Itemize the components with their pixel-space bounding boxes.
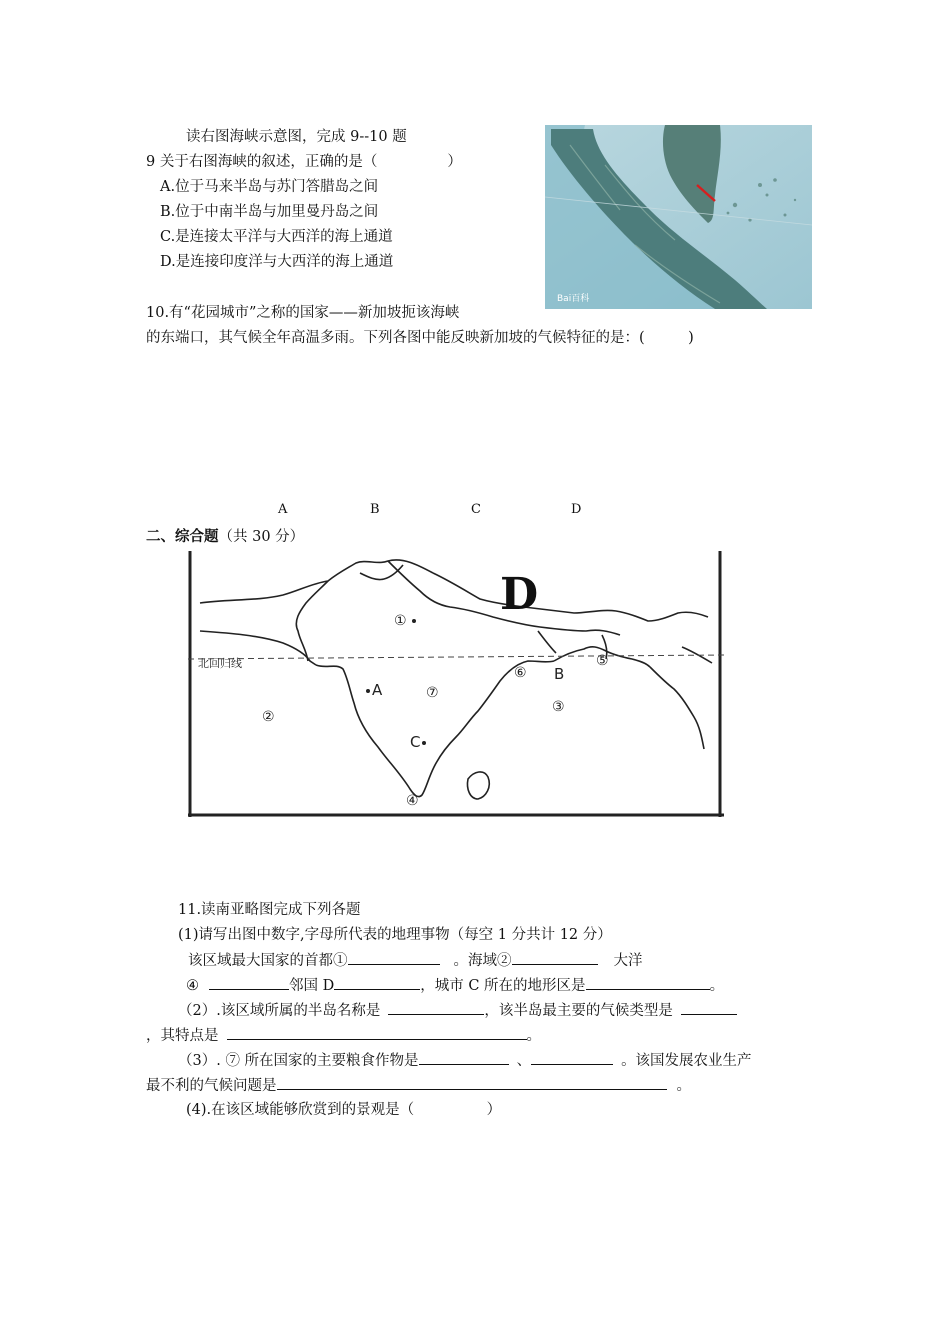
marker-6: ⑥ (514, 665, 527, 681)
q11-l2c: ，城市 C 所在的地形区是 (420, 978, 586, 994)
q11-part1-line1 (188, 950, 643, 971)
peninsula-blank[interactable] (388, 1000, 484, 1015)
marker-1: ① (394, 613, 407, 629)
q11-part3-line1 (178, 1050, 752, 1071)
q9-stem-close: ） (447, 154, 462, 170)
q9-option-b: B.位于中南半岛与加里曼丹岛之间 (160, 204, 379, 220)
marker-b: B (554, 665, 565, 683)
q10-line1: 10.有“花园城市”之称的国家——新加坡扼该海峡 (146, 305, 460, 321)
q11-part2-line2 (146, 1025, 541, 1046)
q11-p2a: （2）.该区域所属的半岛名称是 (178, 1003, 381, 1019)
climate-feature-blank[interactable] (227, 1025, 527, 1040)
q9-stem (146, 152, 462, 172)
answer-letter-c: C (471, 502, 481, 517)
q9-stem-text: 9 关于右图海峡的叙述，正确的是（ (146, 154, 378, 170)
landform-blank[interactable] (586, 975, 710, 990)
q11-l1a: 该区域最大国家的首都① (188, 953, 348, 969)
marker-4: ④ (406, 793, 419, 809)
capital-blank[interactable] (348, 950, 440, 965)
ocean-blank[interactable] (209, 975, 289, 990)
map-letter-d: D (500, 569, 539, 620)
q9-10-intro: 读右图海峡示意图，完成 9--10 题 (186, 129, 407, 145)
answer-letter-d: D (571, 502, 582, 517)
crop-2-blank[interactable] (531, 1050, 613, 1065)
marker-2: ② (262, 709, 275, 725)
q11-p3e: 。 (676, 1078, 691, 1094)
q11-p3c: 。该国发展农业生产 (621, 1053, 752, 1069)
marker-7: ⑦ (426, 685, 439, 701)
q11-p2b: ，该半岛最主要的气候类型是 (484, 1003, 673, 1019)
baidu-watermark: Bai百科 (557, 294, 590, 304)
section2-score: （共 30 分） (218, 529, 305, 545)
q10-line2: 的东端口，其气候全年高温多雨。下列各图中能反映新加坡的气候特征的是：( ) (146, 330, 694, 346)
answer-letter-a: A (278, 502, 288, 517)
q9-option-c: C.是连接太平洋与大西洋的海上通道 (160, 229, 393, 245)
crop-1-blank[interactable] (419, 1050, 509, 1065)
section2-title: 二、综合题 (146, 529, 219, 545)
q11-l2d: 。 (709, 978, 725, 994)
south-asia-map (188, 551, 724, 817)
climate-type-blank[interactable] (681, 1000, 737, 1015)
q9-option-a: A.位于马来半岛与苏门答腊岛之间 (160, 179, 379, 195)
q11-p2c: ，其特点是 (146, 1028, 219, 1044)
q11-l2a: ④ (186, 978, 199, 994)
marker-5: ⑤ (596, 653, 609, 669)
q11-l1b: 。海域② (453, 953, 512, 969)
q9-option-d: D.是连接印度洋与大西洋的海上通道 (160, 254, 394, 270)
section2-header (146, 527, 304, 547)
q11-l2b: 邻国 D (289, 978, 335, 994)
answer-letter-b: B (370, 502, 380, 517)
q11-p3a: （3）. ⑦ 所在国家的主要粮食作物是 (178, 1053, 419, 1069)
q11-l1c: 大洋 (613, 953, 643, 969)
sea-blank[interactable] (512, 950, 598, 965)
marker-c: C (410, 733, 421, 751)
q11-part4: (4).在该区域能够欣赏到的景观是（ ） (186, 1102, 502, 1118)
neighbor-d-blank[interactable] (334, 975, 420, 990)
q11-p2d: 。 (526, 1028, 541, 1044)
q11-title: 11.读南亚略图完成下列各题 (178, 902, 361, 918)
q11-part3-line2 (146, 1075, 691, 1096)
marker-3: ③ (552, 699, 565, 715)
climate-problem-blank[interactable] (277, 1075, 667, 1090)
q11-part1-instruction: (1)请写出图中数字,字母所代表的地理事物（每空 1 分共计 12 分） (178, 927, 612, 943)
q11-p3b: 、 (516, 1053, 532, 1069)
strait-satellite-map (545, 125, 812, 309)
marker-a: A (372, 681, 383, 699)
q11-p3d: 最不利的气候问题是 (146, 1078, 277, 1094)
q11-part2-line1 (178, 1000, 737, 1021)
q11-part1-line2 (186, 975, 724, 996)
tropic-label: 北回归线 (198, 657, 242, 670)
